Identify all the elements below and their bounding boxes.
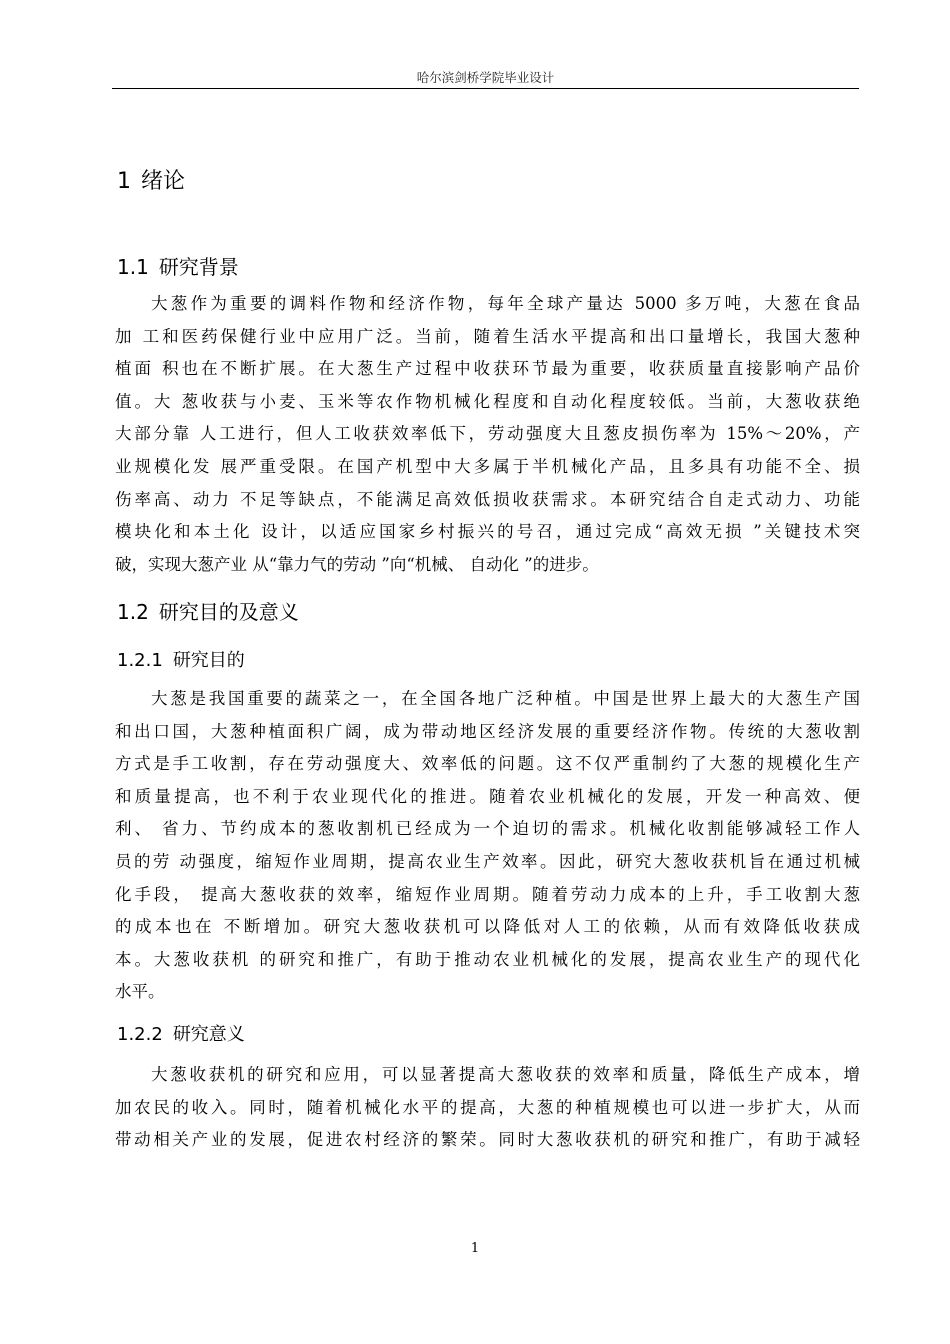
chapter-heading [117,164,185,195]
text-line: 和质量提高，也不利于农业现代化的推进。随着农业机械化的发展，开发一种高效、便 [115,786,860,806]
paragraph-research-significance [115,1059,860,1157]
text-line: 业规模化发 展严重受限。在国产机型中大多属于半机械化产品，且多具有功能不全、损 [115,456,860,476]
text-line: 植面 积也在不断扩展。在大葱生产过程中收获环节最为重要，收获质量直接影响产品价 [115,359,860,379]
chapter-title: 绪论 [141,169,186,194]
section-title: 研究背景 [158,255,239,279]
section-number: 1.1 [117,255,149,279]
text-line: 大葱收获机的研究和应用，可以显著提高大葱收获的效率和质量，降低生产成本，增 [151,1065,860,1084]
text-line: 和出口国，大葱种植面积广阔，成为带动地区经济发展的重要经济作物。传统的大葱收割 [115,721,860,741]
text-line: 员的劳 动强度，缩短作业周期，提高农业生产效率。因此，研究大葱收获机旨在通过机械 [115,851,860,871]
subsection-title: 研究目的 [172,650,245,671]
text-line: 利、 省力、节约成本的葱收割机已经成为一个迫切的需求。机械化收割能够减轻工作人 [115,819,860,839]
text-line: 大葱作为重要的调料作物和经济作物，每年全球产量达 5000 多万吨，大葱在食品 [151,294,860,313]
header-divider [112,88,859,89]
subsection-number: 1.2.2 [117,1024,163,1045]
text-line: 本。大葱收获机 的研究和推广，有助于推动农业机械化的发展，提高农业生产的现代化 [115,949,860,969]
text-line: 的成本也在 不断增加。研究大葱收获机可以降低对人工的依赖，从而有效降低收获成 [115,917,860,937]
page-header: 哈尔滨剑桥学院毕业设计 [416,70,555,85]
section-title: 研究目的及意义 [158,600,299,624]
text-line: 水平。 [115,982,165,1002]
text-line: 破，实现大葱产业 从“靠力气的劳动 ”向“机械、 自动化 ”的进步。 [115,554,599,574]
subsection-heading-1-2-1 [117,646,245,672]
page-number: 1 [470,1241,480,1256]
text-line: 加 工和医药保健行业中应用广泛。当前，随着生活水平提高和出口量增长，我国大葱种 [115,326,860,346]
text-line: 化手段， 提高大葱收获的效率，缩短作业周期。随着劳动力成本的上升，手工收割大葱 [115,884,860,904]
paragraph-research-background [115,288,860,581]
text-line: 方式是手工收割，存在劳动强度大、效率低的问题。这不仅严重制约了大葱的规模化生产 [115,754,860,774]
section-heading-1-1 [117,251,239,280]
text-line: 伤率高、动力 不足等缺点，不能满足高效低损收获需求。本研究结合自走式动力、功能 [115,489,860,509]
subsection-title: 研究意义 [172,1024,245,1045]
text-line: 大部分靠 人工进行，但人工收获效率低下，劳动强度大且葱皮损伤率为 15%～20%，产 [115,424,860,444]
text-line: 加农民的收入。同时，随着机械化水平的提高，大葱的种植规模也可以进一步扩大，从而 [115,1097,860,1117]
subsection-heading-1-2-2 [117,1020,245,1046]
text-line: 值。大 葱收获与小麦、玉米等农作物机械化程度和自动化程度较低。当前，大葱收获绝 [115,391,860,411]
text-line: 模块化和本土化 设计，以适应国家乡村振兴的号召，通过完成“高效无损 ”关键技术突 [115,522,860,542]
text-line: 带动相关产业的发展，促进农村经济的繁荣。同时大葱收获机的研究和推广，有助于减轻 [115,1130,860,1150]
paragraph-research-purpose [115,683,860,1009]
text-line: 大葱是我国重要的蔬菜之一，在全国各地广泛种植。中国是世界上最大的大葱生产国 [151,689,860,708]
section-number: 1.2 [117,600,149,624]
subsection-number: 1.2.1 [117,650,163,671]
chapter-number: 1 [117,169,131,194]
section-heading-1-2 [117,596,299,625]
